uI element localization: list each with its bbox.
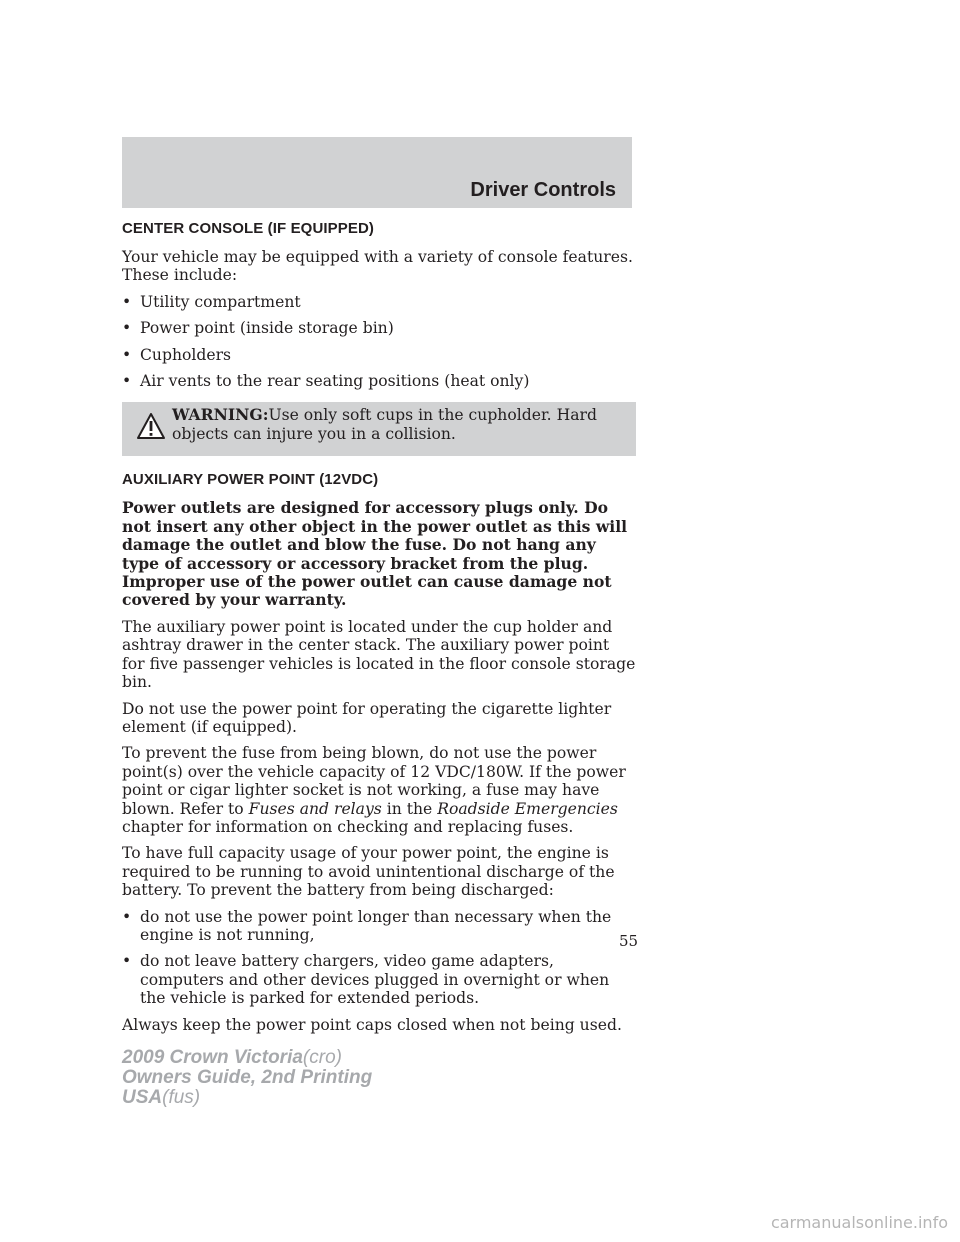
bullet-icon: • bbox=[122, 372, 132, 391]
bullet-icon: • bbox=[122, 907, 132, 926]
center-console-heading: CENTER CONSOLE (IF EQUIPPED) bbox=[122, 220, 374, 237]
warning-text: WARNING:Use only soft cups in the cupholder. Hard objects can injure you in a collision. bbox=[172, 405, 597, 443]
list-item: • Air vents to the rear seating positions (heat only) bbox=[122, 372, 530, 391]
bullet-icon: • bbox=[122, 319, 132, 338]
fuses-relays-reference: Fuses and relays bbox=[248, 799, 382, 818]
list-item: • Utility compartment bbox=[122, 292, 301, 311]
section-header-band bbox=[122, 137, 632, 208]
warning-label: WARNING: bbox=[172, 405, 269, 425]
console-features-list bbox=[122, 293, 636, 391]
roadside-emergencies-reference: Roadside Emergencies bbox=[437, 799, 618, 818]
list-item: • do not leave battery chargers, video game adapters, computers and other devices plugged in overnight or when the vehicle is parked for extended periods. bbox=[122, 952, 610, 1008]
page-content bbox=[122, 220, 639, 1042]
watermark: carmanualsonline.info bbox=[770, 1213, 948, 1232]
list-item: • Power point (inside storage bin) bbox=[122, 319, 394, 338]
battery-tips-list bbox=[122, 907, 639, 1008]
paragraph: Always keep the power point caps closed when not being used. bbox=[122, 1015, 622, 1034]
paragraph: Do not use the power point for operating the cigarette lighter element (if equipped). bbox=[122, 699, 612, 736]
aux-power-heading: AUXILIARY POWER POINT (12VDC) bbox=[122, 471, 379, 489]
page-number: 55 bbox=[619, 932, 639, 950]
list-item: • Cupholders bbox=[122, 345, 232, 364]
bullet-icon: • bbox=[122, 292, 132, 311]
bullet-icon: • bbox=[122, 952, 132, 971]
paragraph: To have full capacity usage of your power point, the engine is required to be running to avoid unintentional discharge of the battery. To prevent the battery from being discharged: bbox=[122, 844, 615, 900]
section-title: Driver Controls bbox=[470, 179, 616, 201]
footer-print-info: 2009 Crown Victoria(cro) Owners Guide, 2nd Printing USA(fus) bbox=[122, 1047, 373, 1108]
warning-triangle-icon bbox=[136, 412, 166, 440]
bullet-icon: • bbox=[122, 345, 132, 364]
warning-box bbox=[122, 402, 636, 456]
fuse-paragraph: To prevent the fuse from being blown, do not use the power point(s) over the vehicle capacity of 12 VDC/180W. If the power point or cigar lighter socket is not working, a fuse may have blown. Refer to Fuses and relays in the Roadside Emergencies chapter for information on checking and replacing fuses. bbox=[122, 744, 626, 836]
list-item: • do not use the power point longer than necessary when the engine is not running, bbox=[122, 907, 612, 944]
paragraph: The auxiliary power point is located under the cup holder and ashtray drawer in the center stack. The auxiliary power point for five passenger vehicles is located in the floor console storage bin. bbox=[122, 617, 636, 692]
center-console-intro: Your vehicle may be equipped with a variety of console features. These include: bbox=[122, 248, 633, 285]
power-outlet-notice: Power outlets are designed for accessory plugs only. Do not insert any other object in the power outlet as this will damage the outlet and blow the fuse. Do not hang any type of accessory or accessory bracket from the plug. Improper use of the power outlet can cause damage not covered by your warranty. bbox=[122, 498, 628, 610]
